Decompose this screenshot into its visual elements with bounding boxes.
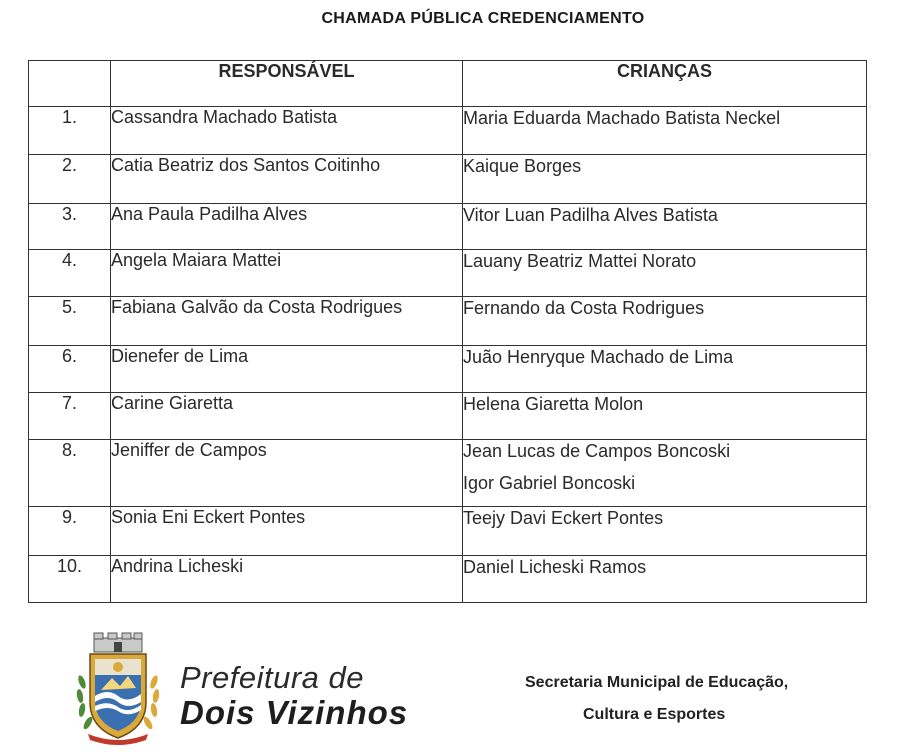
child-name: Fernando da Costa Rodrigues (463, 298, 705, 318)
row-number: 9. (29, 507, 111, 556)
brand-name-line1: Prefeitura de (180, 660, 364, 695)
responsible-name: Fabiana Galvão da Costa Rodrigues (111, 297, 463, 346)
header-number (29, 61, 111, 107)
child-name: Kaique Borges (463, 156, 582, 176)
responsible-name: Andrina Licheski (111, 556, 463, 603)
children-cell (463, 346, 867, 393)
row-number: 10. (29, 556, 111, 603)
table-row (29, 250, 867, 297)
responsible-name: Sonia Eni Eckert Pontes (111, 507, 463, 556)
table-row (29, 204, 867, 250)
header-children: CRIANÇAS (463, 61, 867, 107)
department-name-line1: Secretaria Municipal de Educação, (525, 674, 789, 691)
responsible-name: Ana Paula Padilha Alves (111, 204, 463, 250)
responsible-name: Dienefer de Lima (111, 346, 463, 393)
children-cell (463, 440, 867, 507)
table-header-row (29, 61, 867, 107)
table-row (29, 440, 867, 507)
child-name: Jean Lucas de Campos Boncoski (463, 441, 731, 461)
row-number: 6. (29, 346, 111, 393)
table-row (29, 346, 867, 393)
department-name-line2: Cultura e Esportes (583, 706, 726, 723)
row-number: 1. (29, 107, 111, 155)
child-name: Vitor Luan Padilha Alves Batista (463, 205, 718, 225)
table-row (29, 393, 867, 440)
table-row (29, 155, 867, 204)
child-name: Juão Henryque Machado de Lima (463, 347, 734, 367)
row-number: 4. (29, 250, 111, 297)
child-name: Helena Giaretta Molon (463, 394, 644, 414)
row-number: 7. (29, 393, 111, 440)
header-responsible: RESPONSÁVEL (111, 61, 463, 107)
row-number: 2. (29, 155, 111, 204)
table-row (29, 556, 867, 603)
document-title: CHAMADA PÚBLICA CREDENCIAMENTO (321, 10, 645, 27)
child-name: Maria Eduarda Machado Batista Neckel (463, 108, 781, 128)
children-cell (463, 393, 867, 440)
child-name: Lauany Beatriz Mattei Norato (463, 251, 697, 271)
child-name: Teejy Davi Eckert Pontes (463, 508, 664, 528)
children-cell (463, 250, 867, 297)
municipal-coat-of-arms-icon (68, 630, 168, 745)
brand-name-line2: Dois Vizinhos (180, 694, 409, 731)
child-name: Igor Gabriel Boncoski (463, 473, 636, 493)
responsible-name: Carine Giaretta (111, 393, 463, 440)
table-row (29, 297, 867, 346)
children-cell (463, 507, 867, 556)
children-cell (463, 107, 867, 155)
children-cell (463, 297, 867, 346)
mural-crown (94, 633, 142, 652)
row-number: 8. (29, 440, 111, 507)
row-number: 5. (29, 297, 111, 346)
responsible-name: Jeniffer de Campos (111, 440, 463, 507)
child-name: Daniel Licheski Ramos (463, 557, 647, 577)
children-cell (463, 155, 867, 204)
responsible-name: Catia Beatriz dos Santos Coitinho (111, 155, 463, 204)
shield (90, 654, 146, 738)
credentialing-table (28, 60, 867, 603)
responsible-name: Angela Maiara Mattei (111, 250, 463, 297)
responsible-name: Cassandra Machado Batista (111, 107, 463, 155)
children-cell (463, 556, 867, 603)
children-cell (463, 204, 867, 250)
row-number: 3. (29, 204, 111, 250)
table-row (29, 507, 867, 556)
table-row (29, 107, 867, 155)
